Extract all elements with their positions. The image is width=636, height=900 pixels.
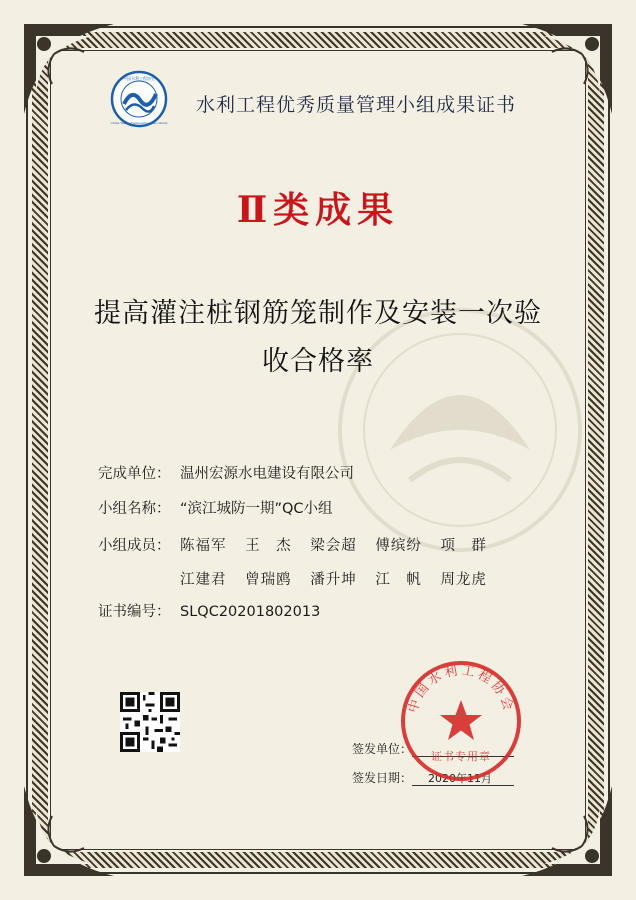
- member-name: 傅缤纷: [375, 538, 422, 554]
- certificate-number-row: [98, 600, 320, 621]
- completion-unit-label: 完成单位：: [98, 466, 171, 482]
- member-name: 江建君: [180, 572, 227, 588]
- logo-name: 中国水利工程协会: [123, 76, 155, 81]
- members-label: 小组成员：: [98, 538, 171, 554]
- association-logo-icon: [110, 70, 168, 128]
- corner-ornament-icon: [14, 776, 124, 886]
- member-name: 潘升坤: [310, 572, 357, 588]
- corner-ornament-icon: [512, 14, 622, 124]
- member-name: 江 帆: [375, 572, 422, 588]
- member-name: 陈福军: [180, 538, 227, 554]
- members-row: [98, 534, 180, 555]
- corner-ornament-icon: [14, 14, 124, 124]
- group-name-label: 小组名称：: [98, 501, 171, 517]
- issue-date-label: 签发日期：: [352, 771, 413, 785]
- members-list-2: [180, 568, 501, 589]
- members-list-1: [180, 534, 501, 555]
- project-title-line-2: 收合格率: [262, 346, 374, 377]
- award-grade: Ⅱ类成果: [236, 189, 400, 231]
- corner-ornament-icon: [512, 776, 622, 886]
- project-title-line-1: 提高灌注桩钢筋笼制作及安装一次验: [94, 298, 542, 329]
- issuer-label: 签发单位：: [352, 742, 413, 756]
- seal-purpose: 证书专用章: [431, 750, 491, 763]
- issue-date-value: 2020年11月: [428, 772, 492, 785]
- qr-code-icon: [120, 692, 180, 752]
- certificate-name: 水利工程优秀质量管理小组成果证书: [196, 94, 517, 116]
- group-name-row: [98, 497, 333, 518]
- certificate-number-label: 证书编号：: [98, 604, 171, 620]
- certificate-number-value: SLQC20201802013: [180, 604, 321, 620]
- member-name: 王 杰: [245, 538, 292, 554]
- completion-unit-row: [98, 462, 354, 483]
- member-name: 梁会超: [310, 538, 357, 554]
- project-title: [60, 290, 576, 386]
- member-name: 项 群: [440, 538, 487, 554]
- completion-unit-value: 温州宏源水电建设有限公司: [180, 466, 354, 482]
- official-seal-icon: [396, 656, 526, 786]
- member-name: 周龙虎: [440, 572, 487, 588]
- member-name: 曾瑞鸥: [245, 572, 292, 588]
- seal-organization: 中国水利工程协会: [406, 663, 516, 715]
- group-name-value: “滨江城防一期”QC小组: [180, 501, 333, 517]
- logo-subtitle: China Water Engineering Association: [110, 121, 168, 125]
